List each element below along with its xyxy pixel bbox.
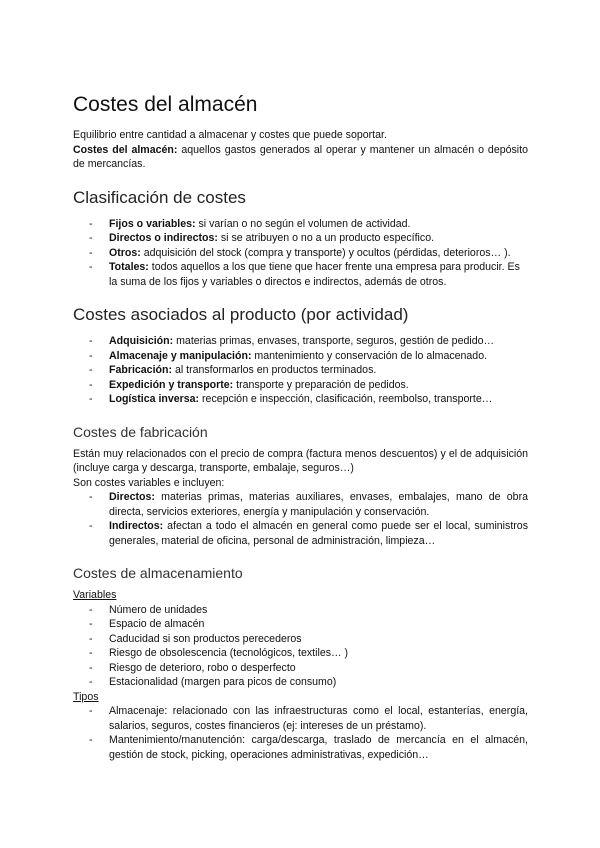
list-item: - Logística inversa: recepción e inspección, clasificación, reembolso, transporte… [89, 393, 493, 405]
item-text: Almacenaje: relacionado con las infraestructuras como el local, estanterías, energía, salarios, seguros, costes financieros (ej: intereses de un préstamo). [109, 705, 528, 732]
list-item: - Estacionalidad (margen para picos de consumo) [89, 676, 337, 688]
item-text: recepción e inspección, clasificación, reembolso, transporte… [199, 393, 493, 405]
item-label: Directos o indirectos: [109, 232, 218, 244]
item-text: al transformarlos en productos terminados. [172, 364, 377, 376]
item-label: Fijos o variables: [109, 217, 196, 230]
item-text: si varían o no según el volumen de actividad. [195, 217, 411, 230]
producto-list [73, 334, 528, 407]
section-heading-clasificacion: Clasificación de costes [73, 187, 246, 207]
list-item: - Totales: todos aquellos a los que tiene que hacer frente una empresa para producir. Es la suma de los fijos y variables o directos e indirectos, además de otros. [89, 261, 520, 288]
definition-label: Costes del almacén: [73, 143, 178, 156]
item-label: Indirectos: [109, 520, 164, 532]
item-label: Fabricación: [109, 364, 172, 376]
item-label: Logística inversa: [109, 393, 200, 405]
list-item: - Riesgo de obsolescencia (tecnológicos, textiles… ) [89, 647, 349, 659]
intro-line: Equilibrio entre cantidad a almacenar y costes que puede soportar. [73, 129, 387, 141]
item-label: Expedición y transporte: [109, 378, 234, 391]
definition-text: aquellos gastos generados al operar y mantener un almacén o depósito de mercancías. [73, 143, 528, 170]
item-text: todos aquellos a los que tiene que hacer frente una empresa para producir. Es la suma de los fijos y variables o directos e indirectos, además de otros. [109, 261, 520, 288]
list-item: - Riesgo de deterioro, robo o desperfecto [89, 661, 296, 674]
list-item: - Expedición y transporte: transporte y preparación de pedidos. [89, 378, 409, 391]
section-heading-almacenamiento: Costes de almacenamiento [73, 565, 243, 581]
item-label: Adquisición: [109, 335, 174, 347]
list-item: - Directos o indirectos: si se atribuyen o no a un producto específico. [89, 232, 435, 244]
item-text: transporte y preparación de pedidos. [233, 378, 409, 391]
item-label: Directos: [109, 491, 155, 503]
list-item: - Otros: adquisición del stock (compra y transporte) y ocultos (pérdidas, deterioros… ). [89, 246, 511, 259]
list-item: - Indirectos: afectan a todo el almacén en general como puede ser el local, suministros generales, material de oficina, personal de administración, limpieza… [89, 520, 528, 547]
item-label: Almacenaje y manipulación: [109, 349, 252, 362]
item-text: Espacio de almacén [109, 618, 205, 630]
list-item: - Fijos o variables: si varían o no según el volumen de actividad. [89, 217, 411, 230]
item-text: afectan a todo el almacén en general como puede ser el local, suministros generales, material de oficina, personal de administración, limpieza… [109, 520, 528, 547]
item-text: Número de unidades [109, 603, 208, 616]
list-item: - Almacenaje y manipulación: mantenimiento y conservación de lo almacenado. [89, 349, 488, 362]
item-text: Riesgo de deterioro, robo o desperfecto [109, 661, 296, 674]
item-label: Totales: [109, 261, 149, 273]
tipos-label: Tipos [73, 690, 99, 703]
item-text: Mantenimiento/manutención: carga/descarga, traslado de mercancía en el almacén, gestión de stock, picking, operaciones administrativas, expedición… [109, 734, 528, 761]
fabricacion-list [73, 490, 528, 548]
list-item: - Espacio de almacén [89, 618, 205, 630]
item-text: mantenimiento y conservación de lo almacenado. [251, 349, 488, 362]
item-text: Riesgo de obsolescencia (tecnológicos, textiles… ) [109, 647, 349, 659]
clasificacion-list [73, 217, 528, 290]
item-text: adquisición del stock (compra y transporte) y ocultos (pérdidas, deterioros… ). [140, 246, 511, 259]
item-text: materias primas, materias auxiliares, envases, embalajes, mano de obra directa, servicios exteriores, energía y manipulación y conservación. [109, 491, 528, 518]
tipos-list [73, 704, 528, 762]
document-page [73, 92, 528, 762]
fabricacion-paragraph: Están muy relacionados con el precio de compra (factura menos descuentos) y el de adquisición (incluye carga y descarga, transporte, embalaje, seguros…) [73, 447, 528, 474]
fabricacion-paragraph-2: Son costes variables e incluyen: [73, 476, 225, 489]
item-text: materias primas, envases, transporte, seguros, gestión de pedido… [173, 335, 495, 347]
list-item: - Mantenimiento/manutención: carga/descarga, traslado de mercancía en el almacén, gestión de stock, picking, operaciones administrativas, expedición… [89, 734, 528, 761]
item-label: Otros: [109, 246, 141, 259]
intro-definition [73, 143, 528, 172]
list-item: - Fabricación: al transformarlos en productos terminados. [89, 364, 377, 376]
section-heading-producto: Costes asociados al producto (por actividad) [73, 305, 409, 324]
list-item: - Número de unidades [89, 603, 208, 616]
list-item: - Caducidad si son productos perecederos [89, 632, 302, 645]
page-title: Costes del almacén [73, 93, 258, 116]
section-heading-fabricacion: Costes de fabricación [73, 423, 208, 440]
variables-list [73, 603, 528, 690]
list-item: - Adquisición: materias primas, envases, transporte, seguros, gestión de pedido… [89, 335, 495, 347]
variables-label: Variables [73, 589, 117, 601]
item-text: si se atribuyen o no a un producto específico. [217, 232, 435, 244]
list-item: - Directos: materias primas, materias auxiliares, envases, embalajes, mano de obra directa, servicios exteriores, energía y manipulación y conservación. [89, 491, 528, 518]
item-text: Estacionalidad (margen para picos de consumo) [109, 676, 337, 688]
list-item: - Almacenaje: relacionado con las infraestructuras como el local, estanterías, energía, salarios, seguros, costes financieros (ej: intereses de un préstamo). [89, 705, 528, 732]
item-text: Caducidad si son productos perecederos [109, 632, 302, 645]
